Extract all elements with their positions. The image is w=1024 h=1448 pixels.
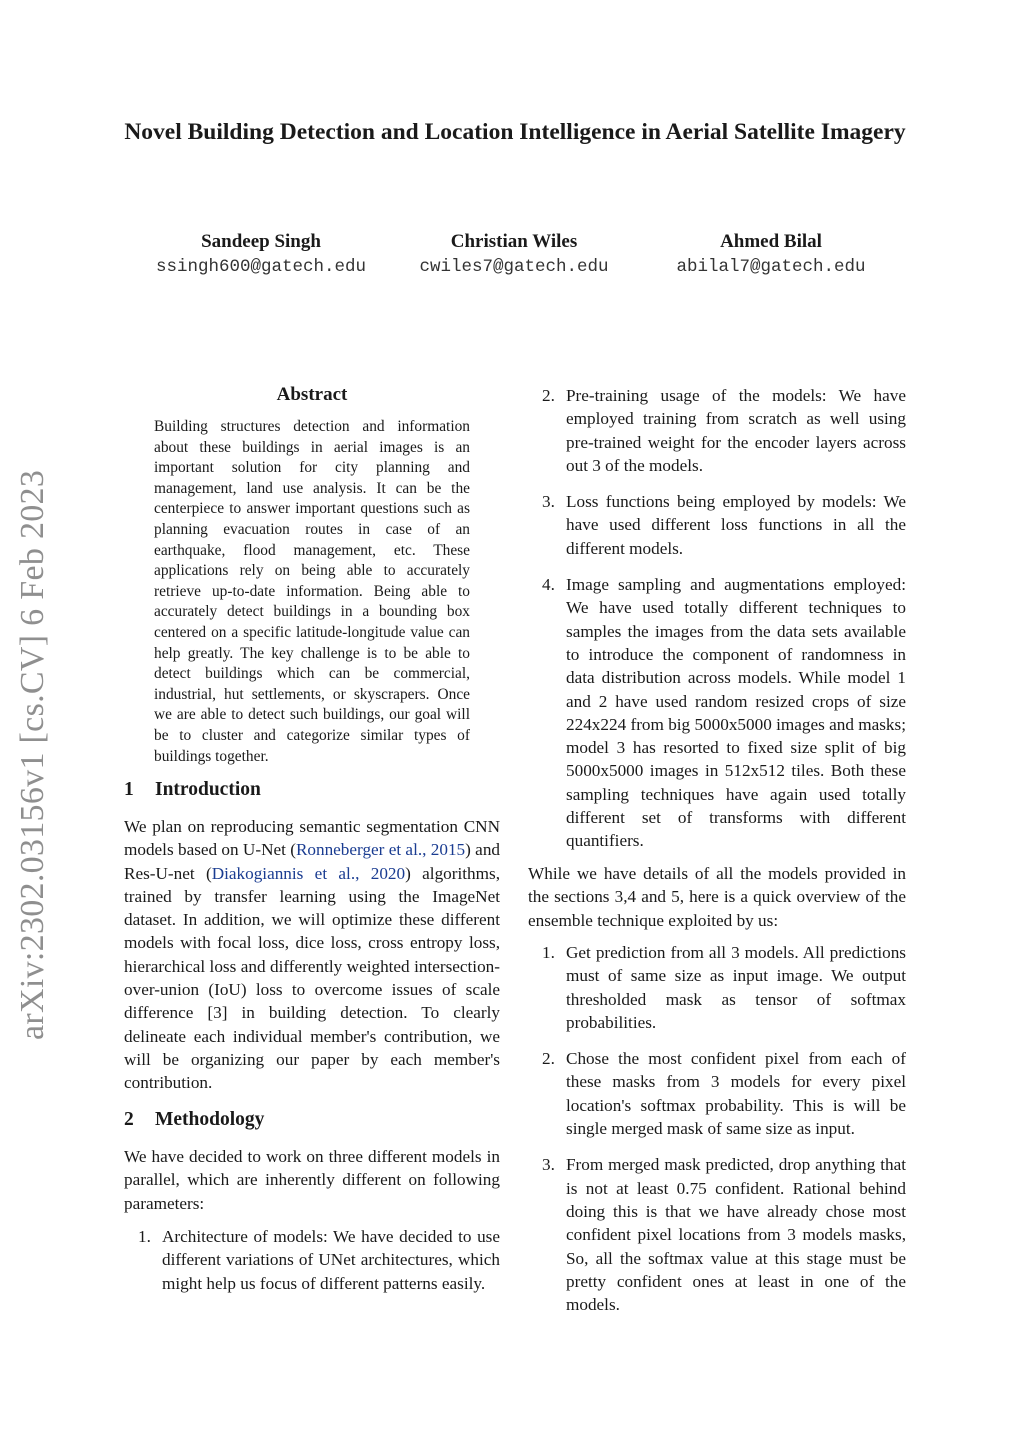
list-item-text: From merged mask predicted, drop anything that is not at least 0.75 confident. Rational behind doing this is that we have already chose most confident pixel locations from 3 models masks, So, all the softmax value at this stage must be pretty confident ones at least in one of the models. [566,1155,906,1315]
arxiv-identifier: arXiv:2302.03156v1 [cs.CV] 6 Feb 2023 [14,469,51,1040]
ensemble-overview-paragraph: While we have details of all the models provided in the sections 3,4 and 5, here is a quick overview of the ensemble technique exploited by us: [528,864,906,930]
abstract-text: Building structures detection and information about these buildings in aerial images is an important solution for city planning and management, land use analysis. It can be the centerpiece to answer important questions such as planning evacuation routes in case of an earthquake, flood management, etc. These applications rely on being able to accurately retrieve up-to-date information. Being able to accurately detect buildings in a bounding box centered on a specific latitude-longitude value can help greatly. The key challenge is to be able to detect buildings which can be commercial, industrial, hut settlements, or skyscrapers. Once we are able to detect such buildings, our goal will be to cluster and categorize similar types of buildings together. [154,418,470,765]
author-email: cwiles7@gatech.edu [419,257,609,277]
list-item [528,1047,906,1140]
section-title: Methodology [155,1109,265,1130]
list-marker: 2. [542,386,555,405]
intro-text: ) and Res-U-net ( [124,840,501,883]
abstract-heading: Abstract [276,384,348,405]
section-title: Introduction [155,779,261,800]
section-heading-introduction [124,779,261,801]
author-name: Sandeep Singh [201,231,321,252]
author-block [136,230,386,280]
author-name: Christian Wiles [450,231,578,252]
author-email: abilal7@gatech.edu [676,257,866,277]
list-item-text: Image sampling and augmentations employed: We have used totally different techniques to samples the images from the data sets available to introduce the component of randomness in data distribution across models. While model 1 and 2 have used random resized crops of size 224x224 from big 5000x5000 images and masks; model 3 has resorted to fixed size split of big 5000x5000 images in 512x512 tiles. Both these sampling techniques have again used totally different set of transforms with different quantifiers. [566,575,906,851]
list-item [528,941,906,1034]
section-number: 1 [124,779,134,800]
citation-link[interactable]: Ronneberger et al., 2015 [295,840,466,860]
list-item-text: Architecture of models: We have decided to use different variations of UNet architectures, which might help us focus of different patterns easily. [162,1227,500,1293]
paper-title: Novel Building Detection and Location Intelligence in Aerial Satellite Imagery [124,119,906,145]
list-item [528,573,906,853]
list-item [528,490,906,560]
list-item-text: Chose the most confident pixel from each of these masks from 3 models for every pixel location's softmax probability. This is will be single merged mask of same size as input. [566,1049,906,1139]
intro-text: We plan on reproducing semantic segmentation CNN models based on U-Net ( [124,817,500,860]
author-email: ssingh600@gatech.edu [155,257,367,277]
list-item [528,384,906,477]
list-item-text: Pre-training usage of the models: We have employed training from scratch as well using pre-trained weight for the encoder layers across out 3 of the models. [566,386,906,475]
ensemble-list [528,941,906,1329]
section-number: 2 [124,1109,134,1130]
list-item [528,1153,906,1316]
list-marker: 4. [542,575,555,595]
list-marker: 3. [542,492,555,512]
list-item [124,1225,500,1295]
introduction-paragraph [124,815,500,1095]
methodology-paragraph: We have decided to work on three different models in parallel, which are inherently different on following parameters: [124,1147,500,1213]
author-name: Ahmed Bilal [720,231,822,252]
methodology-list-continued [528,384,906,866]
list-marker: 2. [542,1049,555,1069]
list-marker: 1. [542,943,555,962]
list-item-text: Loss functions being employed by models: We have used different loss functions in all the different models. [566,492,906,558]
intro-text: ) algorithms, trained by transfer learning using the ImageNet dataset. In addition, we will optimize these different models with focal loss, dice loss, cross entropy loss, hierarchical loss and differently weighted intersection-over-union (IoU) loss to overcome issues of scale difference [3] in building detection. To clearly delineate each individual member's contribution, we will be organizing our paper by each member's contribution. [124,863,500,1093]
author-block [400,230,628,280]
author-block [658,230,884,280]
citation-link[interactable]: Diakogiannis et al., 2020 [211,863,406,883]
section-heading-methodology [124,1109,264,1131]
list-marker: 1. [138,1227,151,1246]
list-item-text: Get prediction from all 3 models. All predictions must of same size as input image. We output thresholded mask as tensor of softmax probabilities. [566,943,906,1032]
list-marker: 3. [542,1155,555,1175]
methodology-list [124,1225,500,1308]
